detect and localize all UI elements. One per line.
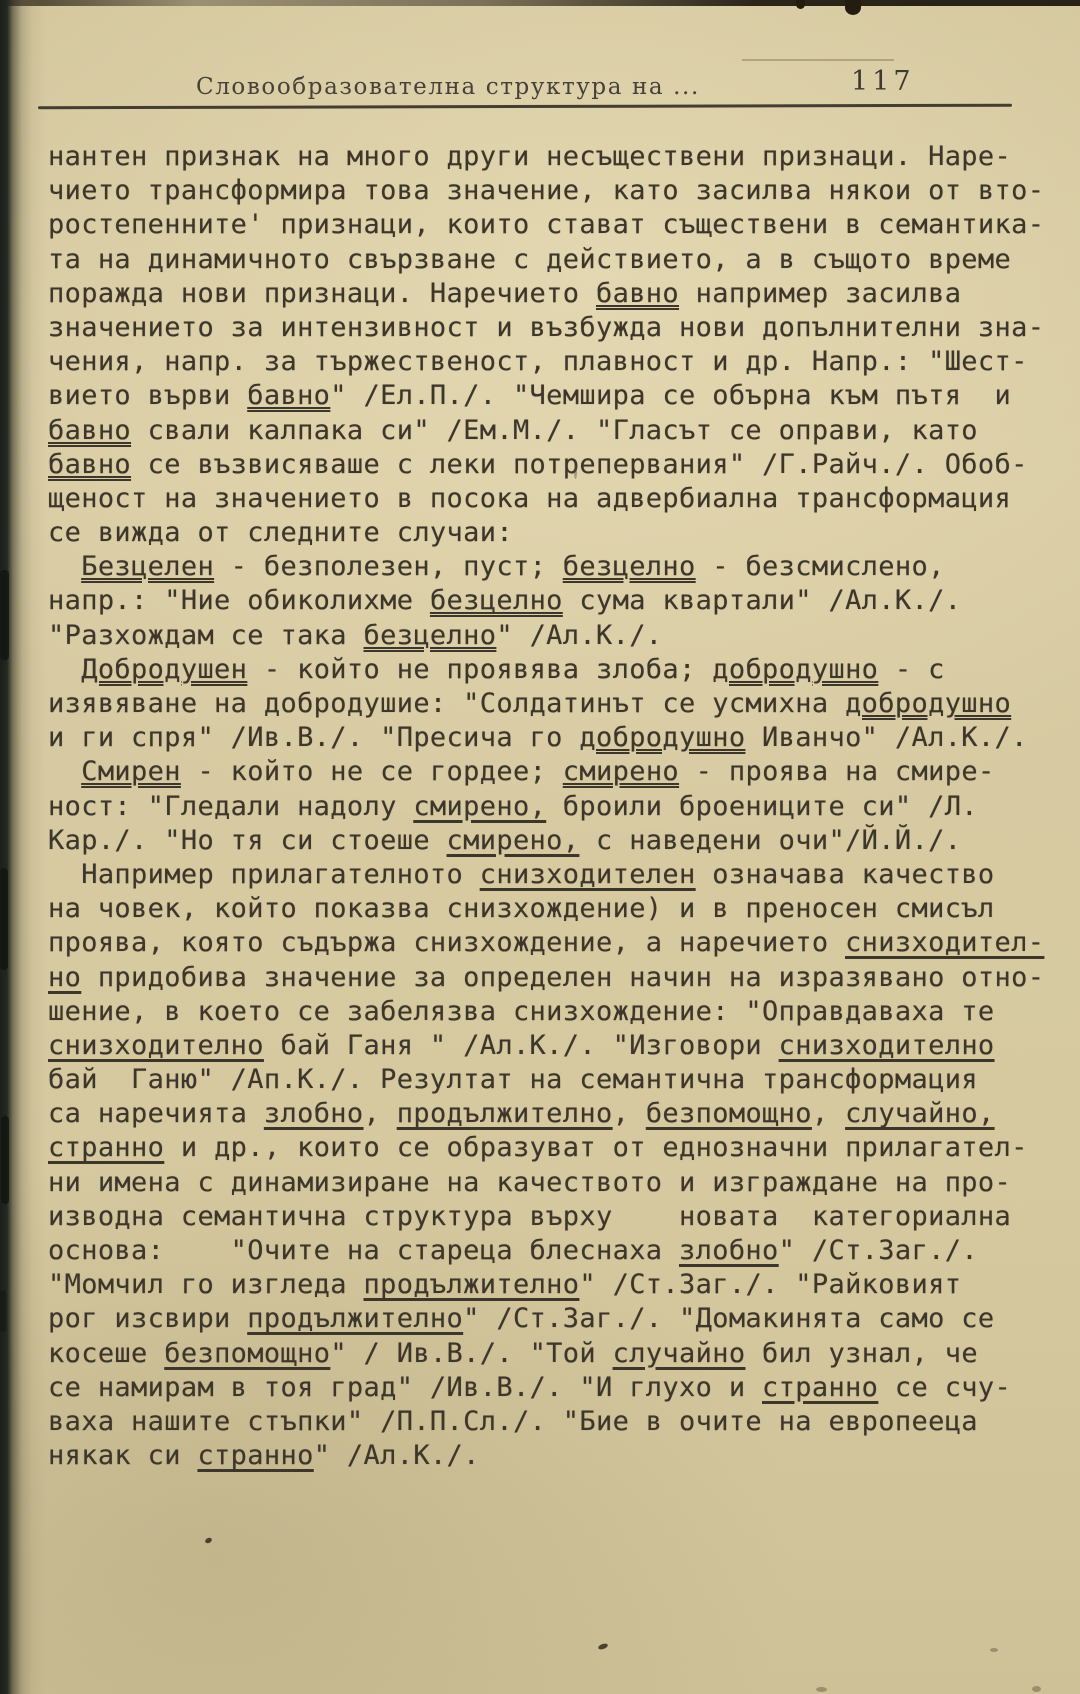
binding-mark — [0, 570, 9, 660]
header-faint-rule — [742, 59, 894, 61]
text-line — [48, 1097, 1044, 1131]
underlined-word: безцелно — [562, 551, 696, 583]
underlined-word: бавно — [48, 448, 132, 480]
header-rule — [38, 104, 1012, 110]
paper-speck — [574, 466, 577, 479]
text-segment: бай Ганю" /Ап.К./. Резултат на семантична трансформация — [48, 1064, 978, 1096]
underlined-word: бавно — [595, 277, 680, 309]
underlined-word: добродушно — [579, 722, 746, 754]
text-line — [48, 1439, 1044, 1473]
underlined-word: добродушно — [712, 653, 879, 685]
text-segment: изводна семантична структура върху новата категориална — [48, 1200, 1012, 1232]
text-line — [48, 311, 1044, 345]
text-segment: ни имена с динамизиране на качеството и изграждане на про- — [48, 1166, 1012, 1198]
text-segment: означава качество — [695, 858, 995, 890]
underlined-word: снизходително — [48, 1029, 264, 1061]
text-segment: напр.: "Ние обиколихме — [48, 585, 430, 617]
text-line — [48, 961, 1044, 995]
text-segment: свали калпака си" /Ем.М./. "Гласът се оправи, като — [131, 414, 978, 446]
text-segment: косеше — [48, 1337, 165, 1369]
text-segment — [48, 551, 81, 582]
text-segment: се вижда от следните случаи: — [48, 517, 513, 549]
text-line — [48, 721, 1044, 755]
text-line — [48, 619, 1044, 653]
underlined-word: Добродушен — [81, 653, 248, 685]
page-body-text — [48, 140, 1044, 1473]
text-line — [48, 414, 1044, 448]
text-line — [48, 1166, 1044, 1200]
text-segment: вието върви — [48, 380, 248, 412]
text-line — [48, 1131, 1044, 1165]
text-line — [48, 995, 1044, 1029]
text-line — [48, 892, 1044, 926]
text-segment: " /Ст.Заг./. — [778, 1235, 978, 1266]
underlined-word: странно — [48, 1132, 165, 1164]
text-line — [48, 1302, 1044, 1336]
page-number: 117 — [851, 66, 915, 97]
text-line — [48, 516, 1044, 550]
underlined-word: снизходително — [778, 1029, 995, 1061]
underlined-word: злобно — [679, 1235, 779, 1266]
underlined-word: злобно — [263, 1098, 364, 1130]
text-segment: например засилва — [679, 277, 962, 309]
text-segment: рог изсвири — [48, 1303, 248, 1335]
underlined-word: продължително — [247, 1303, 464, 1335]
text-line — [48, 1337, 1044, 1371]
text-segment: Например прилагателното — [48, 858, 480, 890]
text-line — [48, 482, 1044, 516]
text-segment: щеност на значението в посока на адвербиална трансформация — [48, 482, 1012, 514]
text-segment: ваха нашите стъпки" /П.П.Сл./. "Бие в очите на европееца — [48, 1405, 978, 1437]
page-top-edge — [0, 0, 1080, 6]
text-segment: " /Ал.К./. — [313, 1440, 480, 1472]
underlined-word: безцелно — [429, 585, 563, 617]
underlined-word: добродушно — [845, 688, 1012, 719]
text-segment: , — [612, 1098, 646, 1130]
text-segment: броили броениците си" /Л. — [546, 790, 978, 822]
text-segment: " /Ел.П./. "Чемшира се обърна към пътя и — [330, 380, 1012, 412]
text-line — [48, 824, 1044, 858]
text-segment: , — [811, 1098, 846, 1130]
text-segment: основа: "Очите на стареца блеснаха — [48, 1235, 680, 1266]
text-segment: "Разхождам се така — [48, 619, 364, 651]
text-segment: поражда нови признаци. Наречието — [48, 277, 596, 309]
text-segment: - безсмислено, — [695, 551, 945, 583]
text-line — [48, 1405, 1044, 1439]
text-segment: се възвисяваше с леки потрепервания" /Г.Райч./. Обоб- — [131, 448, 1028, 480]
underlined-word: продължително — [363, 1269, 580, 1301]
text-line — [48, 1371, 1044, 1405]
text-segment: се счу- — [878, 1371, 1012, 1403]
paper-speck — [990, 1648, 998, 1652]
binding-mark — [0, 868, 8, 970]
text-segment: Кар./. "Но тя си стоеше — [48, 824, 447, 856]
paper-speck — [816, 1687, 827, 1692]
text-segment: " /Ст.Заг./. "Домакинята само се — [463, 1303, 995, 1335]
text-segment: " /Ал.К./. — [496, 619, 663, 651]
text-segment: бил узнал, че — [745, 1337, 978, 1369]
underlined-word: безпомощно — [164, 1337, 331, 1369]
text-segment: чието трансформира това значение, като засилва някои от вто- — [48, 175, 1045, 207]
text-line — [48, 1063, 1044, 1097]
text-segment: - безполезен, пуст; — [214, 551, 563, 583]
text-segment: бай Ганя " /Ал.К./. "Изговори — [263, 1029, 779, 1061]
running-header-title: Словообразователна структура на ... — [196, 74, 700, 100]
text-line — [48, 208, 1044, 242]
underlined-word: продължително — [396, 1098, 613, 1130]
underlined-word: бавно — [247, 380, 331, 412]
paper-speck — [204, 1537, 212, 1544]
text-line — [48, 448, 1044, 482]
underlined-word: безпомощно — [645, 1098, 812, 1130]
text-segment: , — [363, 1098, 397, 1130]
text-line — [48, 858, 1044, 892]
text-segment: нантен признак на много други несъществени признаци. Наре- — [48, 141, 1012, 172]
text-line — [48, 140, 1044, 174]
top-edge-stain — [796, 0, 805, 9]
text-segment: и др., които се образуват от еднозначни прилагател- — [164, 1132, 1028, 1164]
text-segment: с наведени очи"/Й.Й./. — [579, 824, 962, 856]
text-line — [48, 790, 1044, 824]
text-line — [48, 1234, 1044, 1268]
text-segment: - който не проявява злоба; — [247, 653, 713, 685]
text-segment: изявяване на добродушие: "Солдатинът се усмихна — [48, 688, 846, 719]
underlined-word: Смирен — [81, 756, 181, 788]
text-segment: на човек, който показва снизхождение) и в преносен смисъл — [48, 893, 995, 925]
text-segment: "Момчил го изгледа — [48, 1269, 364, 1301]
text-segment: са наречията — [48, 1098, 264, 1130]
text-line — [48, 174, 1044, 208]
paper-speck — [1032, 1686, 1041, 1692]
text-segment: шение, в което се забелязва снизхождение: "Оправдаваха те — [48, 995, 995, 1027]
text-line — [48, 550, 1044, 584]
text-segment: " /Ст.Заг./. "Райковият — [579, 1269, 962, 1301]
text-segment — [48, 654, 81, 685]
text-segment: - който не се гордее; — [180, 756, 563, 788]
text-line — [48, 379, 1044, 413]
underlined-word: смирено, — [413, 790, 547, 822]
text-segment: - проява на смире- — [679, 756, 995, 788]
text-line — [48, 755, 1044, 789]
text-segment: - с — [878, 653, 945, 685]
text-segment: чения, напр. за тържественост, плавност и др. Напр.: "Шест- — [48, 346, 1028, 378]
text-line — [48, 277, 1044, 311]
underlined-word: смирено, — [446, 824, 580, 856]
text-segment: придобива значение за определен начин на изразявано отно- — [81, 961, 1045, 993]
underlined-word: снизходителен — [479, 858, 696, 890]
binding-mark — [1, 1116, 9, 1204]
underlined-word: бавно — [48, 414, 132, 446]
text-segment: значението за интензивност и възбужда нови допълнителни зна- — [48, 311, 1045, 343]
text-segment: " / Ив.В./. "Той — [330, 1337, 613, 1369]
text-line — [48, 345, 1044, 379]
underlined-word: снизходител- — [845, 927, 1045, 959]
text-segment: се намирам в тоя град" /Ив.В./. "И глухо и — [48, 1371, 763, 1403]
underlined-word: смирено — [562, 756, 680, 788]
underlined-word: Безцелен — [81, 551, 215, 583]
text-segment: ростепенните' признаци, които стават съществени в семантика- — [48, 209, 1045, 241]
text-segment: ност: "Гледали надолу — [48, 790, 414, 822]
text-line — [48, 1268, 1044, 1302]
text-line — [48, 1029, 1044, 1063]
text-line — [48, 926, 1044, 960]
underlined-word: безцелно — [363, 619, 497, 651]
text-segment: та на динамичното свързване с действието, а в същото време — [48, 243, 1012, 275]
text-segment: Иванчо" /Ал.К./. — [745, 722, 1028, 754]
underlined-word: случайно — [612, 1337, 746, 1369]
text-line — [48, 687, 1044, 721]
text-segment: някак си — [48, 1440, 198, 1472]
text-segment: и ги спря" /Ив.В./. "Пресича го — [48, 722, 580, 754]
text-line — [48, 653, 1044, 687]
text-segment: проява, която съдържа снизхождение, а наречието — [48, 927, 846, 959]
underlined-word: странно — [762, 1371, 879, 1403]
underlined-word: случайно, — [845, 1098, 995, 1130]
text-segment — [48, 756, 81, 787]
text-line — [48, 1200, 1044, 1234]
paper-speck — [597, 1642, 608, 1650]
top-edge-stain — [845, 0, 861, 15]
text-segment: сума квартали" /Ал.К./. — [562, 585, 962, 617]
underlined-word: странно — [197, 1440, 314, 1472]
text-line — [48, 584, 1044, 618]
binding-mark — [0, 1290, 6, 1332]
underlined-word: но — [48, 961, 82, 993]
text-line — [48, 243, 1044, 277]
binding-edge — [0, 0, 46, 1694]
